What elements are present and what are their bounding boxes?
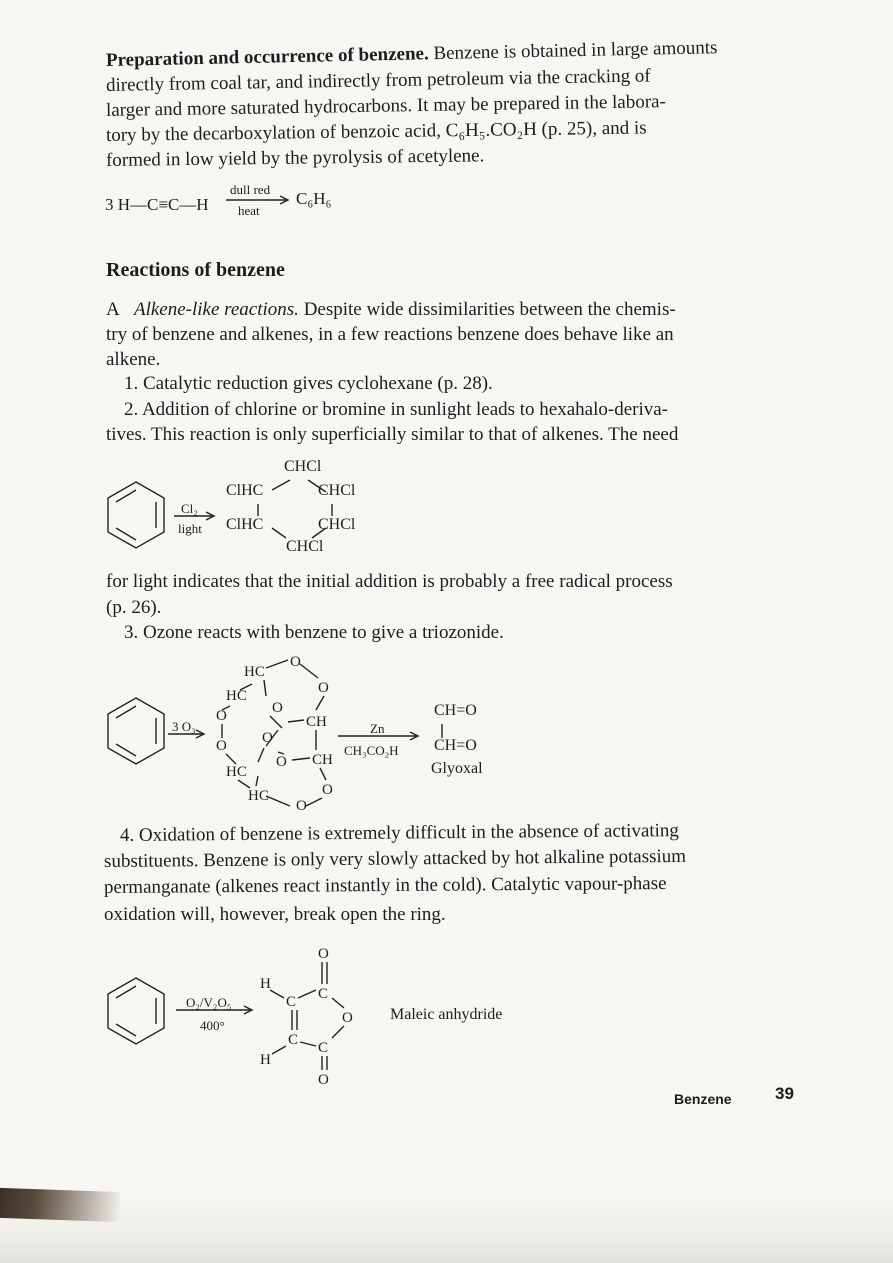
triozonide-o-left-1: O — [216, 708, 227, 724]
preparation-heading: Preparation and occurrence of benzene. — [105, 43, 429, 71]
maleic-h-top: H — [260, 976, 271, 992]
alkene-like-line-2: try of benzene and alkenes, in a few reactions benzene does behave like an — [106, 324, 674, 345]
triozonide-o-inner-2: O — [276, 754, 287, 770]
maleic-o-top: O — [318, 946, 329, 962]
chlorination-reagent: Cl₂ — [181, 501, 198, 516]
acetylene-reaction-arrow — [226, 196, 294, 206]
triozonide-o-inner-1: O — [272, 700, 283, 716]
oxidation-condition: 400° — [200, 1018, 225, 1033]
maleic-h-bottom: H — [260, 1052, 271, 1068]
triozonide-ch-2: CH — [312, 752, 333, 768]
ozonolysis-reagent: 3 O₃ — [172, 719, 196, 734]
triozonide-hc-3: HC — [226, 764, 247, 780]
triozonide-o-right-2: O — [322, 782, 333, 798]
maleic-o-bottom: O — [318, 1072, 329, 1088]
glyoxal-name: Glyoxal — [431, 760, 483, 777]
triozonide — [200, 650, 360, 814]
page-number: 39 — [775, 1084, 794, 1103]
preparation-line-2: directly from coal tar, and indirectly from petroleum via the cracking of — [105, 65, 651, 96]
chlorination-condition: light — [178, 521, 202, 536]
reaction-item-2-line-3: for light indicates that the initial addition is probably a free radical process — [106, 571, 673, 592]
preparation-line-5: formed in low yield by the pyrolysis of acetylene. — [105, 145, 485, 171]
maleic-c-top: C — [318, 986, 329, 1002]
benzene-ring-1 — [104, 480, 168, 552]
reaction-item-4-line-2: substituents. Benzene is only very slowly attacked by hot alkaline potassium — [103, 845, 687, 872]
alkene-like-line-1-rest: Despite wide dissimilarities between the chemis- — [298, 299, 676, 320]
alkene-like-letter: A — [106, 299, 120, 320]
triozonide-ch-1: CH — [306, 714, 327, 730]
oxidation-reagent: O₂/V₂O₅ — [186, 995, 232, 1010]
triozonide-o-top: O — [290, 654, 301, 670]
reaction-item-4-line-3: permanganate (alkenes react instantly in the cold). Catalytic vapour-phase — [103, 873, 667, 898]
reaction-item-2-line-2: tives. This reaction is only superficially similar to that of alkenes. The need — [106, 424, 679, 445]
running-title: Benzene — [674, 1091, 732, 1107]
ozonolysis-step2-solvent: CH₃CO₂H — [344, 743, 399, 758]
preparation-line-1-rest: Benzene is obtained in large amounts — [428, 37, 718, 65]
hexachloro-lower-left: ClHC — [226, 516, 264, 533]
maleic-c-bottom: C — [318, 1040, 329, 1056]
triozonide-o-right-1: O — [318, 680, 329, 696]
acetylene-reactant: 3 H—C≡C—H — [105, 195, 209, 214]
triozonide-hc-2: HC — [226, 688, 247, 704]
ozonolysis-step2-reagent: Zn — [370, 721, 385, 736]
preparation-line-4: tory by the decarboxylation of benzoic acid, C₆H₅.CO₂H (p. 25), and is — [105, 117, 647, 146]
maleic-anhydride-name: Maleic anhydride — [390, 1006, 503, 1023]
hexachloro-lower-right: CHCl — [318, 516, 356, 533]
acetylene-product: C₆H₆ — [296, 189, 332, 208]
glyoxal-top: CH=O — [434, 702, 477, 719]
reaction-item-3: 3. Ozone reacts with benzene to give a triozonide. — [124, 622, 504, 643]
alkene-like-title: Alkene-like reactions. — [133, 299, 299, 320]
maleic-o-ring: O — [342, 1010, 353, 1026]
maleic-c-left-top: C — [286, 994, 297, 1010]
triozonide-o-left-2: O — [216, 738, 227, 754]
reaction-item-1: 1. Catalytic reduction gives cyclohexane (p. 28). — [124, 373, 493, 394]
hexachloro-upper-left: ClHC — [226, 482, 264, 499]
reaction-item-4-line-4: oxidation will, however, break open the ring. — [104, 904, 446, 925]
preparation-line-3: larger and more saturated hydrocarbons. It may be prepared in the labora- — [105, 91, 667, 121]
hexachloro-upper-right: CHCl — [318, 482, 356, 499]
reaction-item-2-line-1: 2. Addition of chlorine or bromine in sunlight leads to hexahalo-deriva- — [124, 399, 669, 420]
benzene-ring-3 — [104, 976, 168, 1048]
reactions-heading: Reactions of benzene — [106, 259, 285, 281]
triozonide-hc-4: HC — [248, 788, 269, 804]
glyoxal-bottom: CH=O — [434, 737, 477, 754]
triozonide-o-mid: O — [262, 730, 273, 746]
hexachloro-top: CHCl — [284, 458, 322, 475]
benzene-ring-2 — [104, 696, 168, 768]
triozonide-hc-1: HC — [244, 664, 265, 680]
maleic-anhydride — [250, 940, 370, 1090]
reaction-item-4-line-1: 4. Oxidation of benzene is extremely difficult in the absence of activating — [119, 820, 679, 846]
maleic-c-left-bottom: C — [288, 1032, 299, 1048]
hexachloro-bottom: CHCl — [286, 538, 324, 555]
page-edge-shadow — [0, 1195, 893, 1263]
acetylene-condition-top: dull red — [230, 182, 271, 197]
hexachloro-bonds — [220, 470, 380, 550]
binding-shadow — [0, 1188, 120, 1222]
acetylene-condition-bottom: heat — [238, 203, 260, 218]
triozonide-o-bottom: O — [296, 798, 307, 814]
alkene-like-line-1 — [106, 297, 676, 322]
reaction-item-2-line-4: (p. 26). — [106, 597, 162, 618]
alkene-like-line-3: alkene. — [106, 349, 161, 370]
